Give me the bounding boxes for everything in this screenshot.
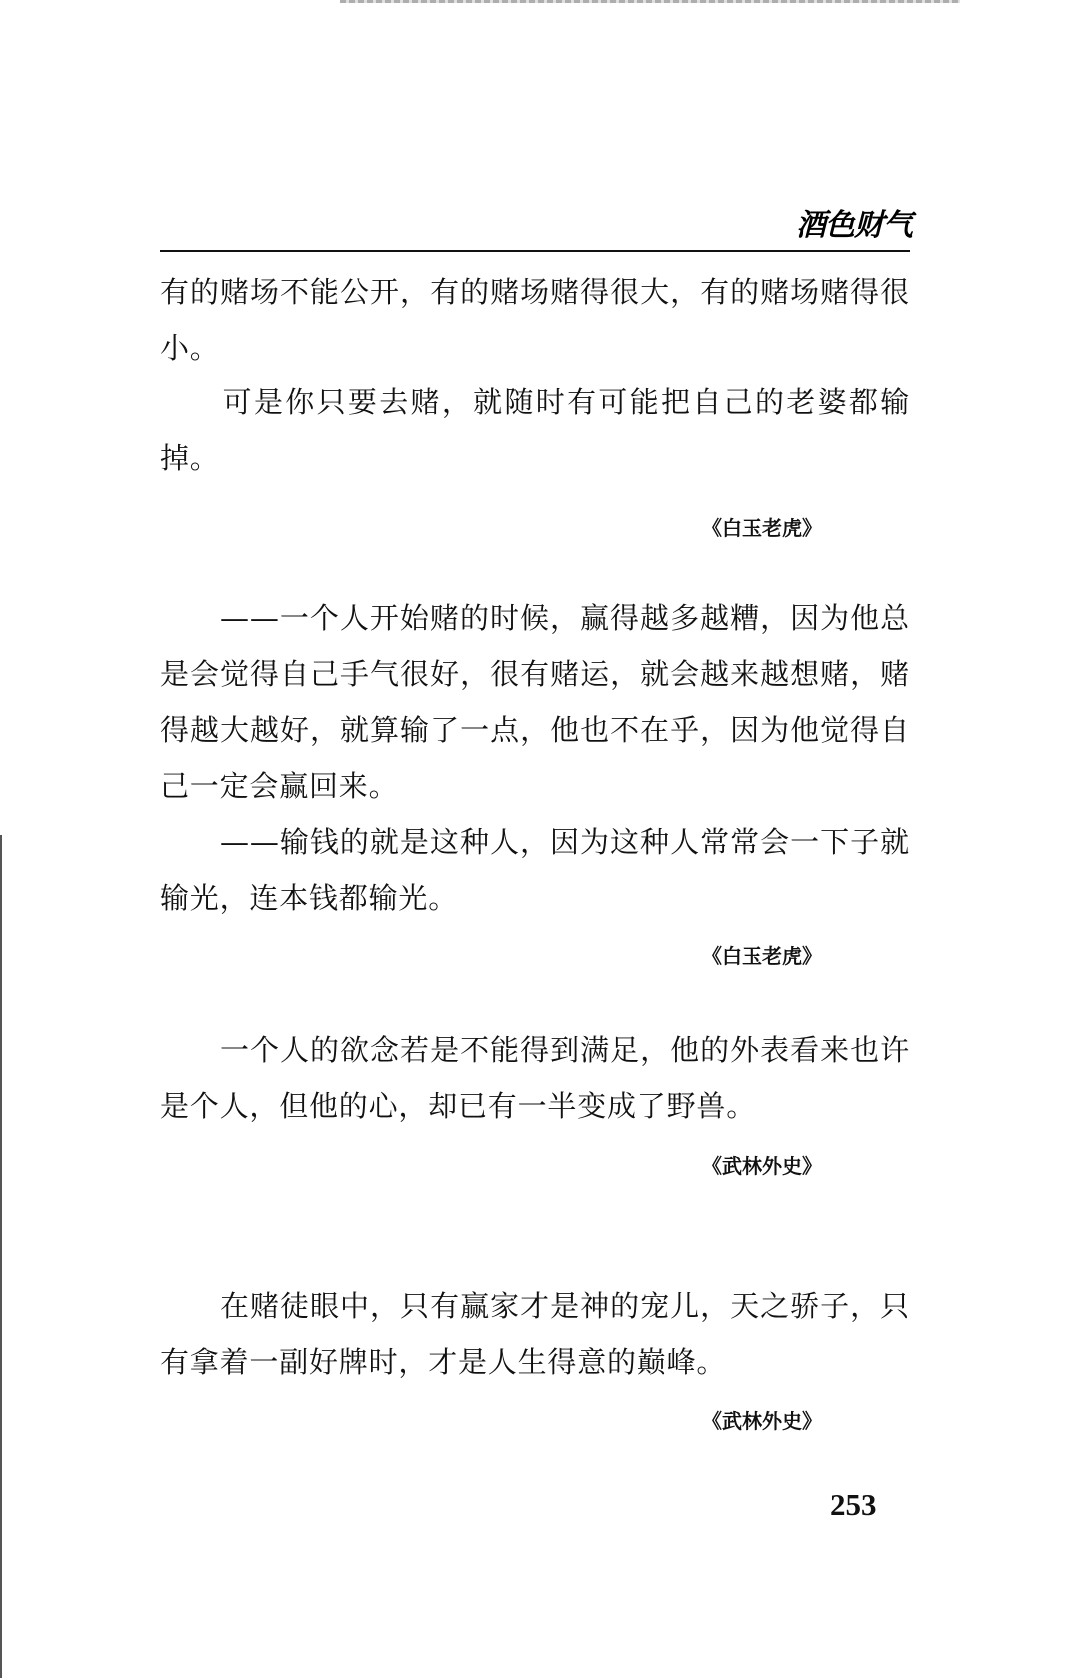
page-number: 253 [830,1487,877,1522]
passage-5-source: 《武林外史》 [702,1154,822,1178]
passage-2-source: 《白玉老虎》 [702,516,822,540]
header-rule [160,250,910,252]
passage-6-source: 《武林外史》 [702,1409,822,1433]
running-header-title: 酒色财气 [796,208,912,243]
passage-2: 可是你只要去赌，就随时有可能把自己的老婆都输掉。 [160,385,910,475]
passage-3: ——一个人开始赌的时候，赢得越多越糟，因为他总是会觉得自己手气很好，很有赌运，就会越来越想赌，赌得越大越好，就算输了一点，他也不在乎，因为他觉得自己一定会赢回来。 [160,601,910,803]
passage-4: ——输钱的就是这种人，因为这种人常常会一下子就输光，连本钱都输光。 [160,825,910,915]
scan-left-edge [0,835,2,1678]
passage-1: 有的赌场不能公开，有的赌场赌得很大，有的赌场赌得很小。 [160,275,910,365]
scan-top-edge [340,0,960,3]
passage-5: 一个人的欲念若是不能得到满足，他的外表看来也许是个人，但他的心，却已有一半变成了野兽。 [160,1033,910,1123]
passage-6: 在赌徒眼中，只有赢家才是神的宠儿，天之骄子，只有拿着一副好牌时，才是人生得意的巅峰。 [160,1289,910,1379]
passage-4-source: 《白玉老虎》 [702,944,822,968]
